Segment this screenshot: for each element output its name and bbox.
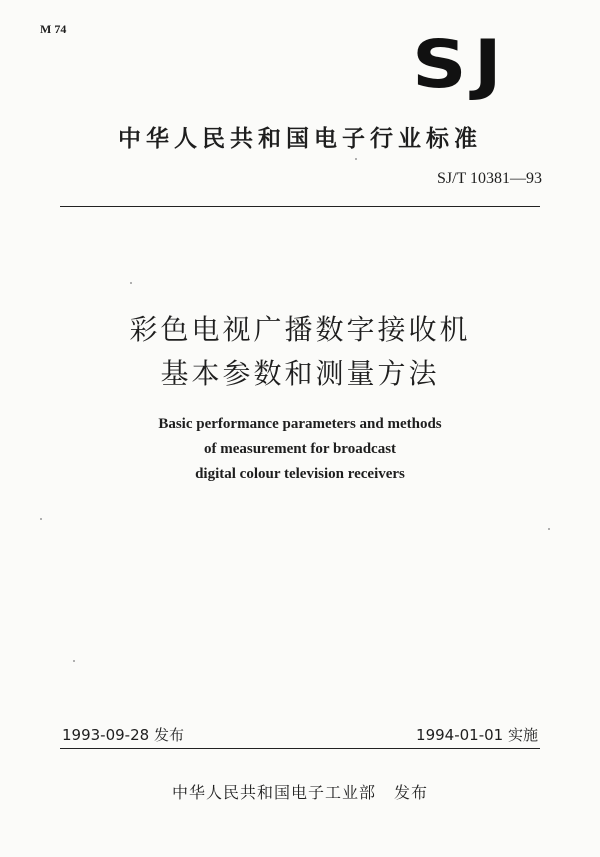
scan-speck [355,158,357,160]
implementation-date: 1994-01-01 实施 [416,726,538,744]
english-title-line-2: of measurement for broadcast [203,441,397,457]
footer-divider [60,748,540,749]
chinese-title-line-1: 彩色电视广播数字接收机 [129,313,471,346]
publish-word: 发布 [394,783,429,802]
classification-code: M 74 [40,22,67,36]
sj-logo: SJ [412,26,509,103]
scan-speck [548,528,550,530]
english-title-line-3: digital colour television receivers [195,466,405,482]
publisher [0,780,600,803]
standard-body-title: 中华人民共和国电子行业标准 [118,126,482,152]
scan-speck [130,282,132,284]
publisher-name: 中华人民共和国电子工业部 [171,783,376,802]
header-divider [60,206,540,207]
scan-speck [40,518,42,520]
chinese-title-line-2: 基本参数和测量方法 [160,357,440,390]
standard-number: SJ/T 10381—93 [436,170,542,187]
scan-speck [73,660,75,662]
issue-date: 1993-09-28 发布 [62,726,184,744]
english-title-line-1: Basic performance parameters and methods [158,416,442,432]
